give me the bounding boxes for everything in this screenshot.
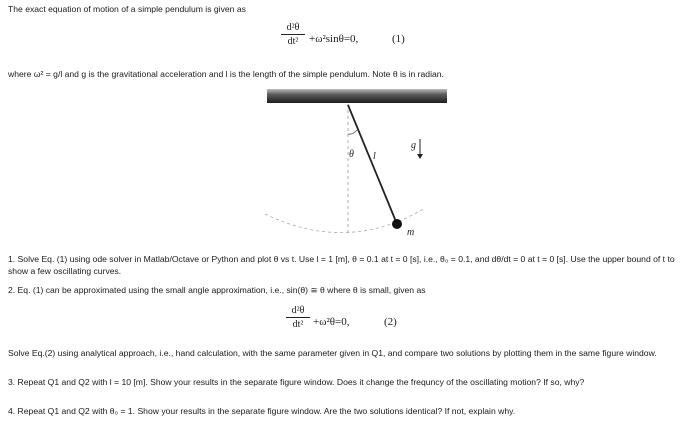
pendulum-bob (392, 219, 402, 229)
length-label: l (373, 151, 376, 162)
gravity-label: g (411, 140, 416, 151)
definition-text: where ω² = g/l and g is the gravitational acceleration and l is the length of the simple pendulum. Note θ is in radian. (8, 69, 444, 79)
eq2-number: (2) (384, 316, 397, 328)
eq1-number: (1) (392, 33, 405, 45)
ceiling-bar (267, 89, 447, 103)
eq2-denominator: dt² (292, 319, 304, 330)
intro-text: The exact equation of motion of a simple pendulum is given as (8, 4, 246, 14)
swing-arc (265, 208, 425, 233)
gravity-arrow-head (417, 154, 423, 159)
mass-label: m (407, 227, 415, 238)
eq1-numerator: d²θ (286, 22, 300, 33)
question-2: 2. Eq. (1) can be approximated using the small angle approximation, i.e., sin(θ) ≅ θ where θ is small, given as (8, 285, 426, 295)
question-1: 1. Solve Eq. (1) using ode solver in Matlab/Octave or Python and plot θ vs t. Use l = 1 [m], θ = 0.1 at t = 0 [s], i.e., θ₀ = 0.1, and dθ/dt = 0 at t = 0 [s]. Use the upper bound of t to show a few oscillating curves. (8, 254, 675, 276)
eq2-rest: +ω²θ=0, (313, 316, 350, 328)
question-4: 4. Repeat Q1 and Q2 with θ₀ = 1. Show your results in the separate figure window. Are the two solutions identical? If not, explain why. (8, 406, 516, 416)
pendulum-figure (262, 84, 462, 244)
eq1-denominator: dt² (287, 36, 299, 47)
angle-arc (348, 130, 357, 134)
eq1-rest: +ω²sinθ=0, (309, 33, 359, 45)
theta-label: θ (349, 149, 354, 160)
eq2-numerator: d²θ (291, 305, 305, 316)
question-2-continued: Solve Eq.(2) using analytical approach, i.e., hand calculation, with the same parameter given in Q1, and compare two solutions by plotting them in the same figure window. (8, 348, 657, 358)
pendulum-rod (348, 105, 397, 224)
question-3: 3. Repeat Q1 and Q2 with l = 10 [m]. Show your results in the separate figure window. Does it change the frequncy of the oscillating motion? If so, why? (8, 377, 585, 387)
